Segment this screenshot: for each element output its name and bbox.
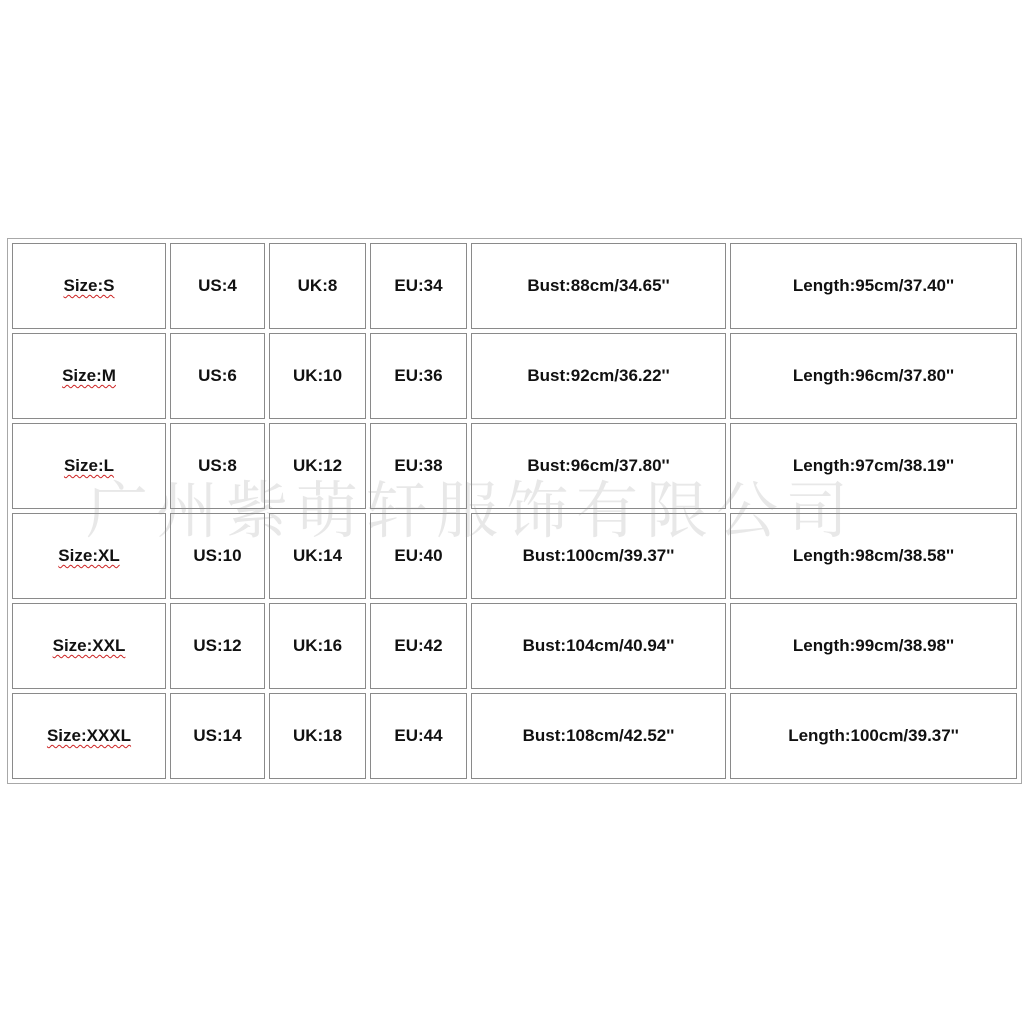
eu-size-cell — [370, 423, 467, 509]
size-cell — [12, 243, 166, 329]
length-cell — [730, 513, 1017, 599]
bust-cell — [471, 243, 726, 329]
eu-size-cell — [370, 693, 467, 779]
eu-size-cell — [370, 333, 467, 419]
length-cell-text: Length:100cm/39.37'' — [788, 726, 959, 745]
us-size-cell-text: US:12 — [193, 636, 242, 655]
eu-size-cell-text: EU:38 — [394, 456, 443, 475]
bust-cell-text: Bust:100cm/39.37'' — [522, 546, 675, 565]
table-row — [12, 513, 1017, 599]
uk-size-cell — [269, 693, 366, 779]
size-cell — [12, 513, 166, 599]
eu-size-cell-text: EU:44 — [394, 726, 443, 745]
length-cell — [730, 603, 1017, 689]
table-row — [12, 423, 1017, 509]
size-cell — [12, 693, 166, 779]
bust-cell-text: Bust:88cm/34.65'' — [527, 276, 670, 295]
size-cell-text: Size:XL — [58, 546, 120, 565]
eu-size-cell-text: EU:36 — [394, 366, 443, 385]
size-chart-body — [12, 243, 1017, 779]
us-size-cell — [170, 693, 265, 779]
eu-size-cell — [370, 513, 467, 599]
us-size-cell-text: US:8 — [198, 456, 237, 475]
us-size-cell — [170, 243, 265, 329]
size-cell-text: Size:XXL — [52, 636, 126, 655]
length-cell-text: Length:95cm/37.40'' — [792, 276, 955, 295]
us-size-cell-text: US:4 — [198, 276, 237, 295]
size-cell — [12, 603, 166, 689]
table-row — [12, 333, 1017, 419]
uk-size-cell — [269, 603, 366, 689]
uk-size-cell-text: UK:16 — [292, 636, 343, 655]
size-cell-text: Size:M — [62, 366, 116, 385]
length-cell-text: Length:96cm/37.80'' — [792, 366, 955, 385]
bust-cell — [471, 603, 726, 689]
uk-size-cell-text: UK:12 — [292, 456, 343, 475]
us-size-cell — [170, 603, 265, 689]
length-cell — [730, 693, 1017, 779]
table-row — [12, 693, 1017, 779]
watermark-text: 广州紫萌轩服饰有限公司 — [86, 474, 857, 547]
bust-cell — [471, 693, 726, 779]
eu-size-cell-text: EU:34 — [394, 276, 443, 295]
uk-size-cell-text: UK:8 — [297, 276, 338, 295]
table-row — [12, 243, 1017, 329]
length-cell-text: Length:99cm/38.98'' — [792, 636, 955, 655]
bust-cell — [471, 333, 726, 419]
uk-size-cell — [269, 423, 366, 509]
us-size-cell-text: US:14 — [193, 726, 242, 745]
size-cell-text: Size:S — [63, 276, 115, 295]
us-size-cell — [170, 513, 265, 599]
size-cell-text: Size:L — [63, 456, 115, 475]
table-row — [12, 603, 1017, 689]
us-size-cell — [170, 423, 265, 509]
bust-cell-text: Bust:92cm/36.22'' — [527, 366, 670, 385]
uk-size-cell-text: UK:10 — [292, 366, 343, 385]
size-cell — [12, 423, 166, 509]
us-size-cell-text: US:6 — [198, 366, 237, 385]
bust-cell — [471, 513, 726, 599]
length-cell — [730, 423, 1017, 509]
bust-cell — [471, 423, 726, 509]
size-chart-table — [7, 238, 1022, 784]
uk-size-cell-text: UK:14 — [292, 546, 343, 565]
size-cell — [12, 333, 166, 419]
length-cell-text: Length:97cm/38.19'' — [792, 456, 955, 475]
us-size-cell-text: US:10 — [193, 546, 242, 565]
eu-size-cell-text: EU:40 — [394, 546, 443, 565]
length-cell — [730, 243, 1017, 329]
bust-cell-text: Bust:104cm/40.94'' — [522, 636, 675, 655]
eu-size-cell — [370, 243, 467, 329]
bust-cell-text: Bust:108cm/42.52'' — [522, 726, 675, 745]
uk-size-cell — [269, 243, 366, 329]
uk-size-cell — [269, 333, 366, 419]
eu-size-cell — [370, 603, 467, 689]
size-cell-text: Size:XXXL — [46, 726, 132, 745]
uk-size-cell — [269, 513, 366, 599]
eu-size-cell-text: EU:42 — [394, 636, 443, 655]
length-cell-text: Length:98cm/38.58'' — [792, 546, 955, 565]
uk-size-cell-text: UK:18 — [292, 726, 343, 745]
bust-cell-text: Bust:96cm/37.80'' — [527, 456, 670, 475]
length-cell — [730, 333, 1017, 419]
us-size-cell — [170, 333, 265, 419]
